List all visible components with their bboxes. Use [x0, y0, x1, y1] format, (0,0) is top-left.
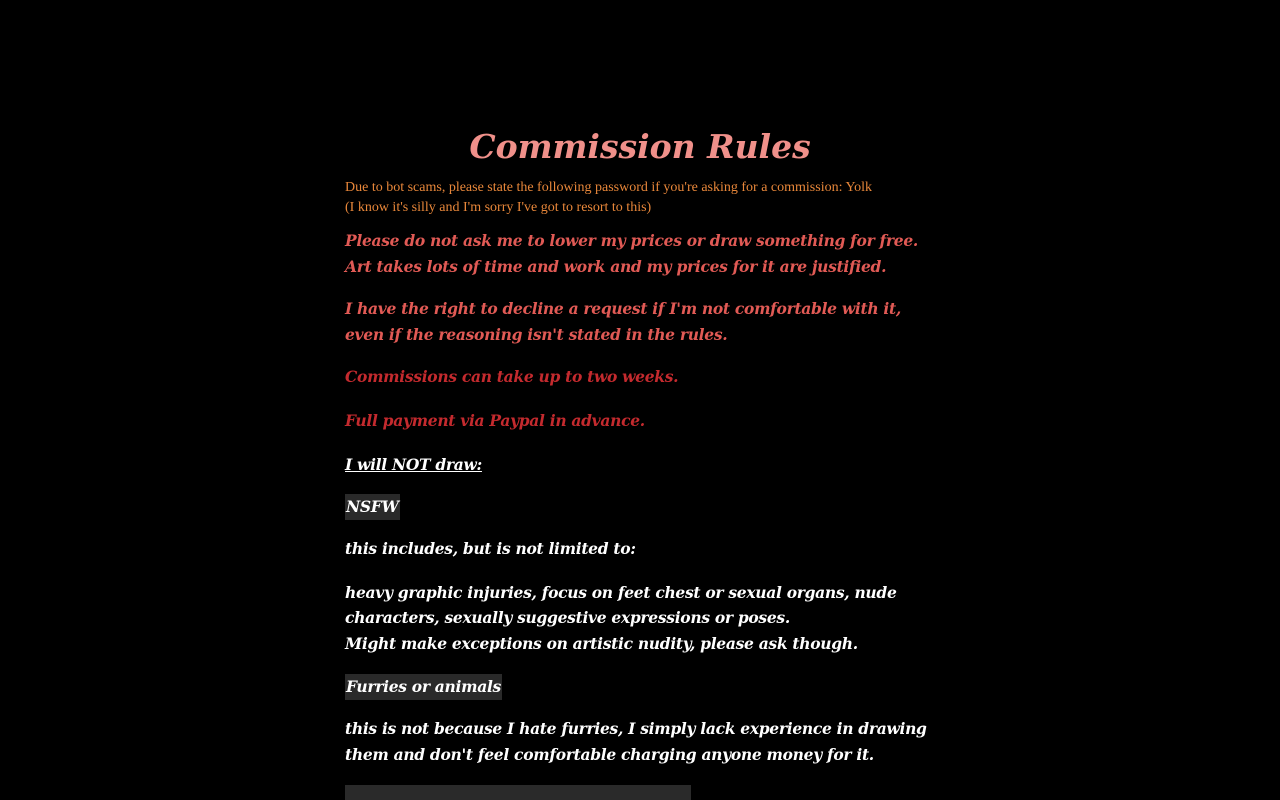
password-note — [345, 178, 935, 218]
nsfw-details — [345, 580, 935, 657]
password-note-line2: (I know it's silly and I'm sorry I've got to resort to this) — [345, 200, 652, 215]
rule-payment: Full payment via Paypal in advance. — [345, 411, 645, 430]
furries-details: this is not because I hate furries, I simply lack experience in drawing them and don't feel comfortable charging anyone money for it. — [345, 719, 927, 764]
nsfw-details-line2: Might make exceptions on artistic nudity, please ask though. — [345, 633, 858, 653]
nsfw-tag: NSFW — [345, 494, 400, 520]
nsfw-intro: this includes, but is not limited to: — [345, 539, 636, 558]
next-restriction-tag-cut-off — [345, 785, 691, 800]
rule-turnaround-time: Commissions can take up to two weeks. — [345, 367, 679, 386]
rule-no-discounts: Please do not ask me to lower my prices or draw something for free. Art takes lots of time and work and my prices for it are justified. — [345, 231, 918, 276]
rule-right-to-decline: I have the right to decline a request if I'm not comfortable with it, even if the reasoning isn't stated in the rules. — [345, 299, 901, 344]
nsfw-details-line1: heavy graphic injuries, focus on feet chest or sexual organs, nude characters, sexually suggestive expressions or poses. — [345, 582, 897, 627]
password-note-line1: Due to bot scams, please state the following password if you're asking for a commission: Yolk — [345, 180, 873, 195]
nsfw-tag-row — [345, 494, 935, 520]
commission-rules-content — [345, 118, 935, 800]
furries-tag: Furries or animals — [345, 674, 502, 700]
will-not-draw-heading: I will NOT draw: — [345, 455, 482, 474]
page-title: Commission Rules — [469, 127, 811, 166]
furries-tag-row — [345, 674, 935, 700]
